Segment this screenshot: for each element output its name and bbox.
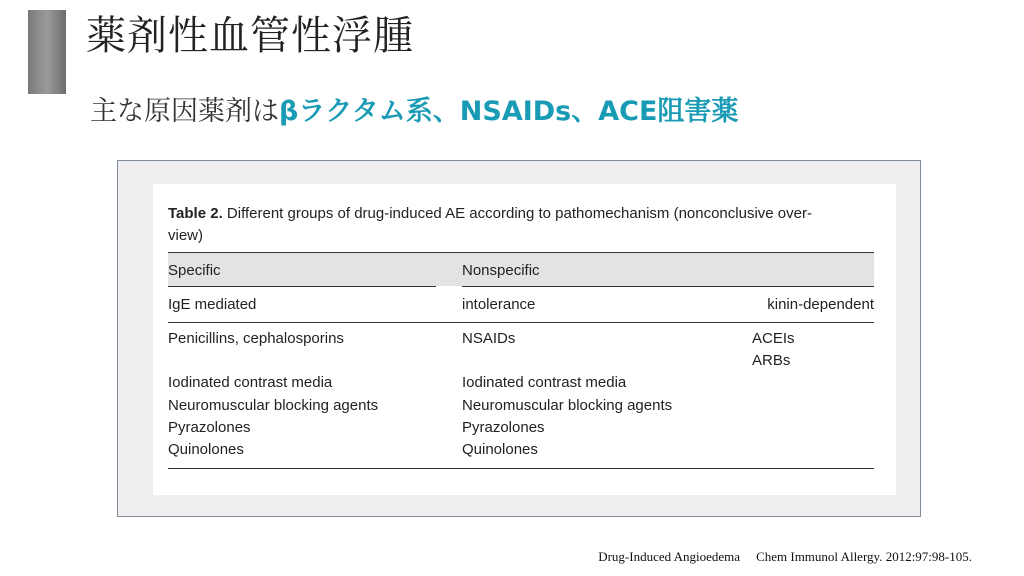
intolerance-cell: Pyrazolones — [462, 419, 545, 436]
title-accent-bar — [28, 10, 66, 94]
table-figure — [117, 160, 921, 517]
citation-source: Chem Immunol Allergy. 2012:97:98-105. — [756, 549, 972, 564]
caption-text-line2: view) — [168, 227, 204, 244]
intolerance-cell: Iodinated contrast media — [462, 374, 627, 391]
subtitle-highlight: βラクタム系、NSAIDs、ACE阻害薬 — [279, 96, 739, 127]
specific-cell: Iodinated contrast media — [168, 374, 333, 391]
specific-subrule — [168, 286, 436, 287]
subtitle-prefix: 主な原因薬剤は — [90, 96, 279, 127]
table-image — [153, 184, 896, 495]
caption-text: Different groups of drug-induced AE according to pathomechanism (nonconclusive over- — [222, 205, 812, 222]
intolerance-cell: NSAIDs — [462, 330, 516, 347]
header-kinin-dependent: kinin-dependent — [767, 296, 874, 313]
slide-subtitle — [90, 96, 738, 128]
specific-cell: Neuromuscular blocking agents — [168, 397, 379, 414]
table-caption — [168, 203, 874, 247]
citation — [598, 549, 972, 565]
citation-title: Drug-Induced Angioedema — [598, 549, 741, 564]
specific-cell: Pyrazolones — [168, 419, 251, 436]
table-bottom-rule — [168, 468, 874, 469]
slide-title: 薬剤性血管性浮腫 — [86, 13, 414, 59]
specific-cell: Penicillins, cephalosporins — [168, 330, 344, 347]
header-ige-mediated: IgE mediated — [168, 296, 257, 313]
intolerance-cell: Quinolones — [462, 441, 538, 458]
specific-cell: Quinolones — [168, 441, 244, 458]
header-nonspecific: Nonspecific — [462, 262, 540, 279]
header-intolerance: intolerance — [462, 296, 536, 313]
caption-label: Table 2. — [168, 205, 223, 222]
nonspecific-subrule — [462, 286, 874, 287]
intolerance-cell: Neuromuscular blocking agents — [462, 397, 673, 414]
header-specific: Specific — [168, 262, 221, 279]
table-top-rule — [168, 252, 874, 253]
kinin-cell: ACEIs — [752, 330, 795, 347]
kinin-cell: ARBs — [752, 352, 791, 369]
table-header-rule — [168, 322, 874, 323]
